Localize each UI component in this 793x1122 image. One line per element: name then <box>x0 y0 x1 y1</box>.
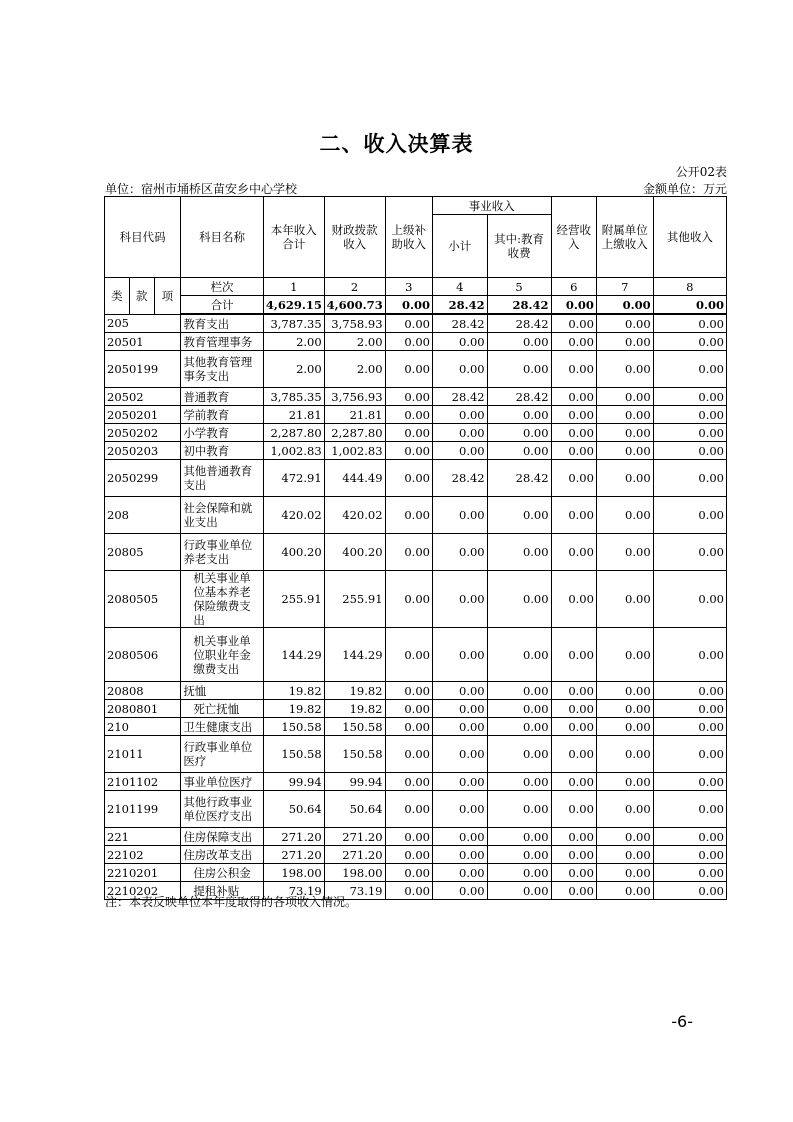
row-value: 0.00 <box>487 718 551 736</box>
row-value: 0.00 <box>385 497 432 534</box>
row-value: 0.00 <box>385 791 432 828</box>
row-value: 0.00 <box>487 406 551 424</box>
row-value: 28.42 <box>432 460 487 497</box>
row-code: 21011 <box>105 736 181 773</box>
table-row <box>105 736 727 773</box>
row-value: 2.00 <box>324 333 385 351</box>
row-value: 3,787.35 <box>263 314 324 333</box>
row-value: 0.00 <box>487 534 551 571</box>
row-value: 2,287.80 <box>263 424 324 442</box>
row-value: 19.82 <box>263 682 324 700</box>
row-value: 0.00 <box>596 442 653 460</box>
table-row <box>105 628 727 682</box>
table-body <box>105 314 727 900</box>
row-value: 28.42 <box>487 388 551 406</box>
row-value: 150.58 <box>263 736 324 773</box>
form-number: 公开02表 <box>675 165 727 179</box>
row-value: 0.00 <box>487 628 551 682</box>
row-value: 144.29 <box>324 628 385 682</box>
col-num: 6 <box>551 278 596 296</box>
row-value: 0.00 <box>385 314 432 333</box>
table-note: 注：本表反映单位本年度取得的各项收入情况。 <box>105 895 358 909</box>
row-value: 0.00 <box>385 351 432 388</box>
row-name: 社会保障和就业支出 <box>181 497 264 534</box>
total-row <box>105 296 727 315</box>
row-name: 卫生健康支出 <box>181 718 264 736</box>
row-value: 0.00 <box>432 424 487 442</box>
row-value: 0.00 <box>596 333 653 351</box>
row-value: 0.00 <box>653 682 726 700</box>
row-value: 3,785.35 <box>263 388 324 406</box>
row-value: 2.00 <box>263 333 324 351</box>
row-value: 28.42 <box>432 388 487 406</box>
row-value: 271.20 <box>263 828 324 846</box>
row-code: 221 <box>105 828 181 846</box>
row-name: 学前教育 <box>181 406 264 424</box>
row-name: 普通教育 <box>181 388 264 406</box>
row-value: 0.00 <box>653 864 726 882</box>
row-value: 198.00 <box>324 864 385 882</box>
row-value: 50.64 <box>324 791 385 828</box>
row-value: 0.00 <box>596 388 653 406</box>
row-value: 21.81 <box>263 406 324 424</box>
row-code: 20808 <box>105 682 181 700</box>
table-row <box>105 864 727 882</box>
row-value: 400.20 <box>263 534 324 571</box>
row-name: 机关事业单位职业年金缴费支出 <box>181 628 264 682</box>
row-value: 0.00 <box>551 333 596 351</box>
row-code: 2101102 <box>105 773 181 791</box>
row-value: 0.00 <box>385 718 432 736</box>
row-value: 0.00 <box>385 442 432 460</box>
row-code: 2210202 <box>105 882 181 900</box>
row-value: 0.00 <box>432 846 487 864</box>
row-value: 0.00 <box>596 571 653 628</box>
row-value: 3,756.93 <box>324 388 385 406</box>
table-row <box>105 351 727 388</box>
row-value: 0.00 <box>596 791 653 828</box>
row-code: 2080506 <box>105 628 181 682</box>
row-value: 0.00 <box>653 314 726 333</box>
row-name: 行政事业单位医疗 <box>181 736 264 773</box>
row-name: 其他普通教育支出 <box>181 460 264 497</box>
total-cell: 4,600.73 <box>324 296 385 315</box>
row-value: 0.00 <box>385 846 432 864</box>
table-row <box>105 424 727 442</box>
row-value: 0.00 <box>596 351 653 388</box>
row-value: 0.00 <box>551 534 596 571</box>
col-num: 7 <box>596 278 653 296</box>
row-value: 0.00 <box>596 828 653 846</box>
row-value: 0.00 <box>432 442 487 460</box>
row-value: 0.00 <box>551 700 596 718</box>
page-title: 二、收入决算表 <box>319 132 474 156</box>
table-row <box>105 828 727 846</box>
row-code: 22102 <box>105 846 181 864</box>
row-value: 0.00 <box>551 442 596 460</box>
row-value: 0.00 <box>432 864 487 882</box>
row-value: 472.91 <box>263 460 324 497</box>
row-value: 444.49 <box>324 460 385 497</box>
row-value: 0.00 <box>596 864 653 882</box>
row-value: 0.00 <box>385 682 432 700</box>
col-num: 8 <box>653 278 726 296</box>
row-name: 教育支出 <box>181 314 264 333</box>
row-value: 0.00 <box>551 460 596 497</box>
row-value: 0.00 <box>551 882 596 900</box>
row-value: 0.00 <box>432 628 487 682</box>
row-value: 150.58 <box>263 718 324 736</box>
total-cell: 0.00 <box>385 296 432 315</box>
row-value: 271.20 <box>324 828 385 846</box>
row-code: 20805 <box>105 534 181 571</box>
row-name: 小学教育 <box>181 424 264 442</box>
col-num: 5 <box>487 278 551 296</box>
row-value: 0.00 <box>551 571 596 628</box>
row-value: 0.00 <box>596 773 653 791</box>
table-row <box>105 442 727 460</box>
row-value: 0.00 <box>487 442 551 460</box>
row-value: 0.00 <box>551 628 596 682</box>
header-kuan: 款 <box>129 278 154 315</box>
row-value: 0.00 <box>551 424 596 442</box>
row-name: 其他教育管理事务支出 <box>181 351 264 388</box>
row-value: 0.00 <box>551 846 596 864</box>
row-code: 2050299 <box>105 460 181 497</box>
row-value: 0.00 <box>653 534 726 571</box>
row-value: 0.00 <box>487 497 551 534</box>
header-code: 科目代码 <box>105 197 181 278</box>
row-value: 3,758.93 <box>324 314 385 333</box>
row-code: 208 <box>105 497 181 534</box>
row-value: 19.82 <box>324 700 385 718</box>
row-value: 0.00 <box>596 497 653 534</box>
row-value: 0.00 <box>385 534 432 571</box>
row-value: 150.58 <box>324 736 385 773</box>
row-value: 271.20 <box>263 846 324 864</box>
row-value: 0.00 <box>551 682 596 700</box>
row-value: 0.00 <box>385 406 432 424</box>
row-value: 0.00 <box>551 406 596 424</box>
row-value: 0.00 <box>432 882 487 900</box>
row-value: 0.00 <box>385 864 432 882</box>
row-value: 0.00 <box>432 700 487 718</box>
row-value: 0.00 <box>432 406 487 424</box>
row-value: 144.29 <box>263 628 324 682</box>
row-value: 0.00 <box>487 882 551 900</box>
row-code: 2050202 <box>105 424 181 442</box>
table-row <box>105 791 727 828</box>
row-value: 0.00 <box>385 388 432 406</box>
row-value: 0.00 <box>432 333 487 351</box>
row-value: 0.00 <box>432 828 487 846</box>
row-value: 0.00 <box>551 773 596 791</box>
row-value: 0.00 <box>385 882 432 900</box>
row-code: 20502 <box>105 388 181 406</box>
row-value: 0.00 <box>596 682 653 700</box>
row-value: 50.64 <box>263 791 324 828</box>
row-value: 420.02 <box>324 497 385 534</box>
row-name: 提租补贴 <box>181 882 264 900</box>
row-value: 0.00 <box>551 497 596 534</box>
row-name: 住房公积金 <box>181 864 264 882</box>
row-code: 2210201 <box>105 864 181 882</box>
row-name: 行政事业单位养老支出 <box>181 534 264 571</box>
row-value: 28.42 <box>432 314 487 333</box>
table-row <box>105 773 727 791</box>
row-code: 210 <box>105 718 181 736</box>
table-row <box>105 497 727 534</box>
row-value: 0.00 <box>385 736 432 773</box>
row-name: 其他行政事业单位医疗支出 <box>181 791 264 828</box>
row-name: 住房保障支出 <box>181 828 264 846</box>
table-row <box>105 571 727 628</box>
row-value: 0.00 <box>551 718 596 736</box>
table-row <box>105 333 727 351</box>
row-value: 21.81 <box>324 406 385 424</box>
row-code: 20501 <box>105 333 181 351</box>
row-value: 0.00 <box>385 333 432 351</box>
total-label: 合计 <box>181 296 264 315</box>
row-value: 0.00 <box>432 534 487 571</box>
row-value: 0.00 <box>487 828 551 846</box>
row-name: 初中教育 <box>181 442 264 460</box>
row-value: 1,002.83 <box>263 442 324 460</box>
row-value: 19.82 <box>263 700 324 718</box>
row-value: 0.00 <box>653 388 726 406</box>
row-value: 0.00 <box>487 351 551 388</box>
row-value: 0.00 <box>385 628 432 682</box>
row-value: 0.00 <box>653 460 726 497</box>
row-value: 0.00 <box>385 571 432 628</box>
row-value: 0.00 <box>596 718 653 736</box>
row-value: 0.00 <box>487 791 551 828</box>
row-value: 0.00 <box>487 864 551 882</box>
header-col5: 其中:教育收费 <box>487 215 551 278</box>
row-value: 0.00 <box>432 773 487 791</box>
row-value: 0.00 <box>596 406 653 424</box>
row-value: 0.00 <box>551 864 596 882</box>
header-col6: 经营收入 <box>551 197 596 278</box>
row-value: 271.20 <box>324 846 385 864</box>
row-value: 0.00 <box>432 571 487 628</box>
row-value: 0.00 <box>653 406 726 424</box>
amount-unit-label: 金额单位：万元 <box>642 182 727 196</box>
row-value: 0.00 <box>653 718 726 736</box>
row-value: 0.00 <box>487 682 551 700</box>
row-value: 0.00 <box>653 846 726 864</box>
header-row-1 <box>105 197 727 215</box>
row-value: 73.19 <box>324 882 385 900</box>
col-num: 3 <box>385 278 432 296</box>
header-col4: 小计 <box>432 215 487 278</box>
row-value: 0.00 <box>551 736 596 773</box>
table-row <box>105 388 727 406</box>
row-value: 0.00 <box>596 628 653 682</box>
row-code: 2050203 <box>105 442 181 460</box>
row-value: 0.00 <box>653 351 726 388</box>
row-value: 0.00 <box>487 846 551 864</box>
row-value: 420.02 <box>263 497 324 534</box>
row-value: 255.91 <box>324 571 385 628</box>
col-num: 2 <box>324 278 385 296</box>
row-value: 0.00 <box>487 700 551 718</box>
row-value: 0.00 <box>385 700 432 718</box>
page-number: -6- <box>671 1012 693 1031</box>
row-name: 机关事业单位基本养老保险缴费支出 <box>181 571 264 628</box>
row-value: 0.00 <box>596 846 653 864</box>
total-cell: 0.00 <box>653 296 726 315</box>
row-value: 0.00 <box>596 460 653 497</box>
table-row <box>105 534 727 571</box>
row-value: 28.42 <box>487 314 551 333</box>
row-value: 400.20 <box>324 534 385 571</box>
row-value: 0.00 <box>596 424 653 442</box>
row-code: 2080801 <box>105 700 181 718</box>
row-value: 0.00 <box>653 700 726 718</box>
row-value: 0.00 <box>432 682 487 700</box>
table-row <box>105 846 727 864</box>
total-cell: 0.00 <box>596 296 653 315</box>
row-value: 0.00 <box>653 628 726 682</box>
row-value: 0.00 <box>653 828 726 846</box>
row-code: 2050201 <box>105 406 181 424</box>
row-code: 2050199 <box>105 351 181 388</box>
row-value: 0.00 <box>653 442 726 460</box>
row-value: 0.00 <box>487 571 551 628</box>
total-cell: 28.42 <box>487 296 551 315</box>
row-value: 0.00 <box>487 773 551 791</box>
header-col1: 本年收入合计 <box>263 197 324 278</box>
header-col8: 其他收入 <box>653 197 726 278</box>
income-table <box>104 196 727 900</box>
row-value: 0.00 <box>551 828 596 846</box>
row-value: 0.00 <box>487 424 551 442</box>
row-value: 2.00 <box>263 351 324 388</box>
header-xiang: 项 <box>154 278 181 315</box>
row-value: 0.00 <box>596 534 653 571</box>
row-value: 0.00 <box>653 791 726 828</box>
total-cell: 0.00 <box>551 296 596 315</box>
row-value: 99.94 <box>263 773 324 791</box>
row-code: 2080505 <box>105 571 181 628</box>
row-value: 99.94 <box>324 773 385 791</box>
header-lei: 类 <box>105 278 130 315</box>
row-value: 28.42 <box>487 460 551 497</box>
row-value: 0.00 <box>432 351 487 388</box>
row-value: 0.00 <box>551 351 596 388</box>
row-name: 死亡抚恤 <box>181 700 264 718</box>
header-col7: 附属单位上缴收入 <box>596 197 653 278</box>
header-name: 科目名称 <box>181 197 264 278</box>
row-value: 0.00 <box>653 497 726 534</box>
col-num: 4 <box>432 278 487 296</box>
table-row <box>105 700 727 718</box>
row-value: 0.00 <box>596 882 653 900</box>
row-value: 0.00 <box>653 333 726 351</box>
table-row <box>105 682 727 700</box>
row-value: 0.00 <box>653 773 726 791</box>
header-lanci: 栏次 <box>181 278 264 296</box>
row-code: 2101199 <box>105 791 181 828</box>
total-cell: 28.42 <box>432 296 487 315</box>
row-value: 0.00 <box>432 497 487 534</box>
row-value: 0.00 <box>487 736 551 773</box>
row-value: 198.00 <box>263 864 324 882</box>
col-num: 1 <box>263 278 324 296</box>
row-value: 0.00 <box>432 718 487 736</box>
row-value: 0.00 <box>551 791 596 828</box>
row-value: 0.00 <box>653 882 726 900</box>
unit-label: 单位：宿州市埇桥区苗安乡中心学校 <box>105 182 298 196</box>
row-value: 0.00 <box>653 736 726 773</box>
row-value: 73.19 <box>263 882 324 900</box>
row-name: 住房改革支出 <box>181 846 264 864</box>
header-row-3 <box>105 278 727 296</box>
total-cell: 4,629.15 <box>263 296 324 315</box>
header-group: 事业收入 <box>432 197 551 215</box>
row-value: 0.00 <box>596 736 653 773</box>
row-value: 0.00 <box>432 791 487 828</box>
row-value: 0.00 <box>432 736 487 773</box>
row-value: 0.00 <box>653 571 726 628</box>
row-value: 0.00 <box>385 828 432 846</box>
row-value: 150.58 <box>324 718 385 736</box>
table-row <box>105 406 727 424</box>
row-name: 抚恤 <box>181 682 264 700</box>
row-value: 0.00 <box>551 314 596 333</box>
header-col2: 财政拨款收入 <box>324 197 385 278</box>
row-value: 2,287.80 <box>324 424 385 442</box>
row-value: 0.00 <box>596 314 653 333</box>
row-value: 0.00 <box>487 333 551 351</box>
table-row <box>105 314 727 333</box>
row-value: 1,002.83 <box>324 442 385 460</box>
row-value: 0.00 <box>596 700 653 718</box>
row-value: 0.00 <box>385 460 432 497</box>
table-row <box>105 718 727 736</box>
row-name: 事业单位医疗 <box>181 773 264 791</box>
row-value: 0.00 <box>385 424 432 442</box>
row-value: 19.82 <box>324 682 385 700</box>
row-value: 2.00 <box>324 351 385 388</box>
row-value: 0.00 <box>653 424 726 442</box>
row-code: 205 <box>105 314 181 333</box>
header-col3: 上级补助收入 <box>385 197 432 278</box>
row-value: 255.91 <box>263 571 324 628</box>
row-name: 教育管理事务 <box>181 333 264 351</box>
table-row <box>105 460 727 497</box>
row-value: 0.00 <box>385 773 432 791</box>
row-value: 0.00 <box>551 388 596 406</box>
